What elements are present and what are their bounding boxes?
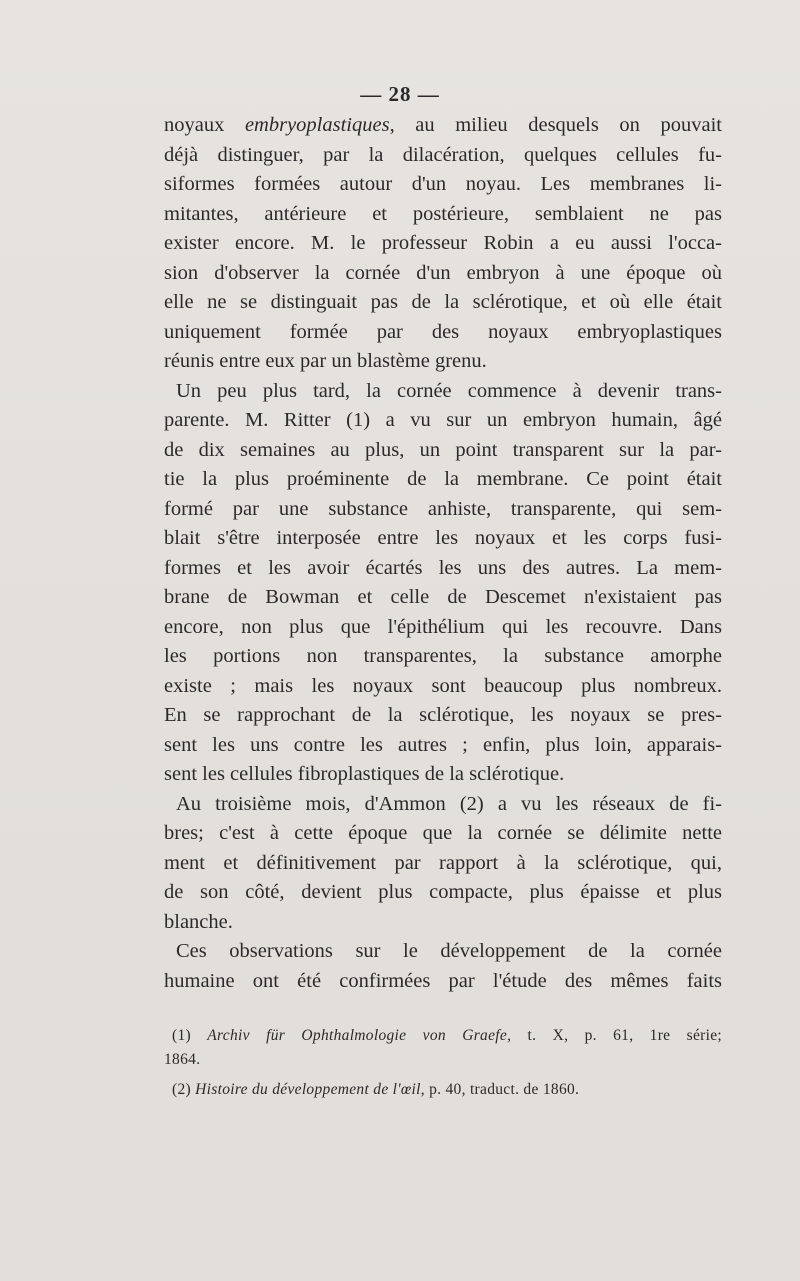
text-line: ment et définitivement par rapport à la sclérotique, qui,: [164, 851, 722, 874]
text-line: formes et les avoir écartés les uns des autres. La mem-: [164, 556, 722, 579]
text-line: Ces observations sur le développement de la cornée: [176, 940, 722, 962]
text-line: les portions non transparentes, la substance amorphe: [164, 645, 722, 667]
text-span: noyaux: [164, 114, 245, 136]
footnote-ref: , p. 40, traduct. de 1860.: [420, 1081, 580, 1098]
text-line: Un peu plus tard, la cornée commence à devenir trans-: [176, 379, 722, 402]
footnote-title: Archiv für Ophthalmologie von Graefe: [207, 1027, 508, 1044]
text-line: Au troisième mois, d'Ammon (2) a vu les réseaux de fi-: [176, 792, 722, 815]
text-line: réunis entre eux par un blastème grenu.: [164, 350, 487, 372]
text-line: de son côté, devient plus compacte, plus épaisse et plus: [164, 881, 722, 903]
text-span: , au milieu desquels on pouvait: [389, 114, 722, 136]
text-line: existe ; mais les noyaux sont beaucoup plus nombreux.: [164, 674, 722, 697]
text-line: sent les uns contre les autres ; enfin, plus loin, apparais-: [164, 733, 722, 756]
text-line: tie la plus proéminente de la membrane. Ce point était: [164, 468, 722, 490]
footnote-2: [172, 1078, 722, 1102]
text-line: sion d'observer la cornée d'un embryon à une époque où: [164, 261, 722, 284]
text-line: elle ne se distinguait pas de la sclérotique, et où elle était: [164, 291, 722, 313]
text-line: déjà distinguer, par la dilacération, quelques cellules fu-: [164, 143, 722, 166]
body-text: [164, 111, 722, 996]
footnote-marker: (1): [172, 1027, 208, 1044]
text-line: exister encore. M. le professeur Robin a eu aussi l'occa-: [164, 232, 722, 254]
text-line: En se rapprochant de la sclérotique, les noyaux se pres-: [164, 704, 722, 726]
text-line: uniquement formée par des noyaux embryoplastiques: [164, 320, 722, 343]
text-line: blanche.: [164, 910, 233, 933]
footnote-title: Histoire du développement de l'œil: [195, 1081, 421, 1098]
text-line: bres; c'est à cette époque que la cornée se délimite nette: [164, 822, 722, 844]
text-line: humaine ont été confirmées par l'étude des mêmes faits: [164, 969, 722, 992]
text-line: encore, non plus que l'épithélium qui les recouvre. Dans: [164, 615, 722, 638]
text-line: [164, 111, 722, 141]
italic-term: embryoplastiques: [244, 114, 390, 136]
text-line: blait s'être interposée entre les noyaux et les corps fusi-: [164, 527, 722, 549]
text-line: formé par une substance anhiste, transparente, qui sem-: [164, 497, 722, 520]
text-line: brane de Bowman et celle de Descemet n'existaient pas: [164, 586, 722, 608]
text-line: mitantes, antérieure et postérieure, semblaient ne pas: [164, 202, 722, 225]
page-number: — 28 —: [360, 82, 440, 106]
footnote-1-continued: 1864.: [164, 1051, 201, 1068]
text-line: sent les cellules fibroplastiques de la sclérotique.: [164, 763, 565, 785]
footnote-ref: , t. X, p. 61, 1re série;: [507, 1027, 723, 1044]
footnote-1: [172, 1024, 722, 1048]
text-line: de dix semaines au plus, un point transparent sur la par-: [164, 438, 722, 461]
footnote-marker: (2): [172, 1081, 196, 1098]
footnotes: [164, 1024, 723, 1102]
text-line: siformes formées autour d'un noyau. Les membranes li-: [164, 173, 722, 195]
text-line: parente. M. Ritter (1) a vu sur un embryon humain, âgé: [164, 409, 722, 431]
